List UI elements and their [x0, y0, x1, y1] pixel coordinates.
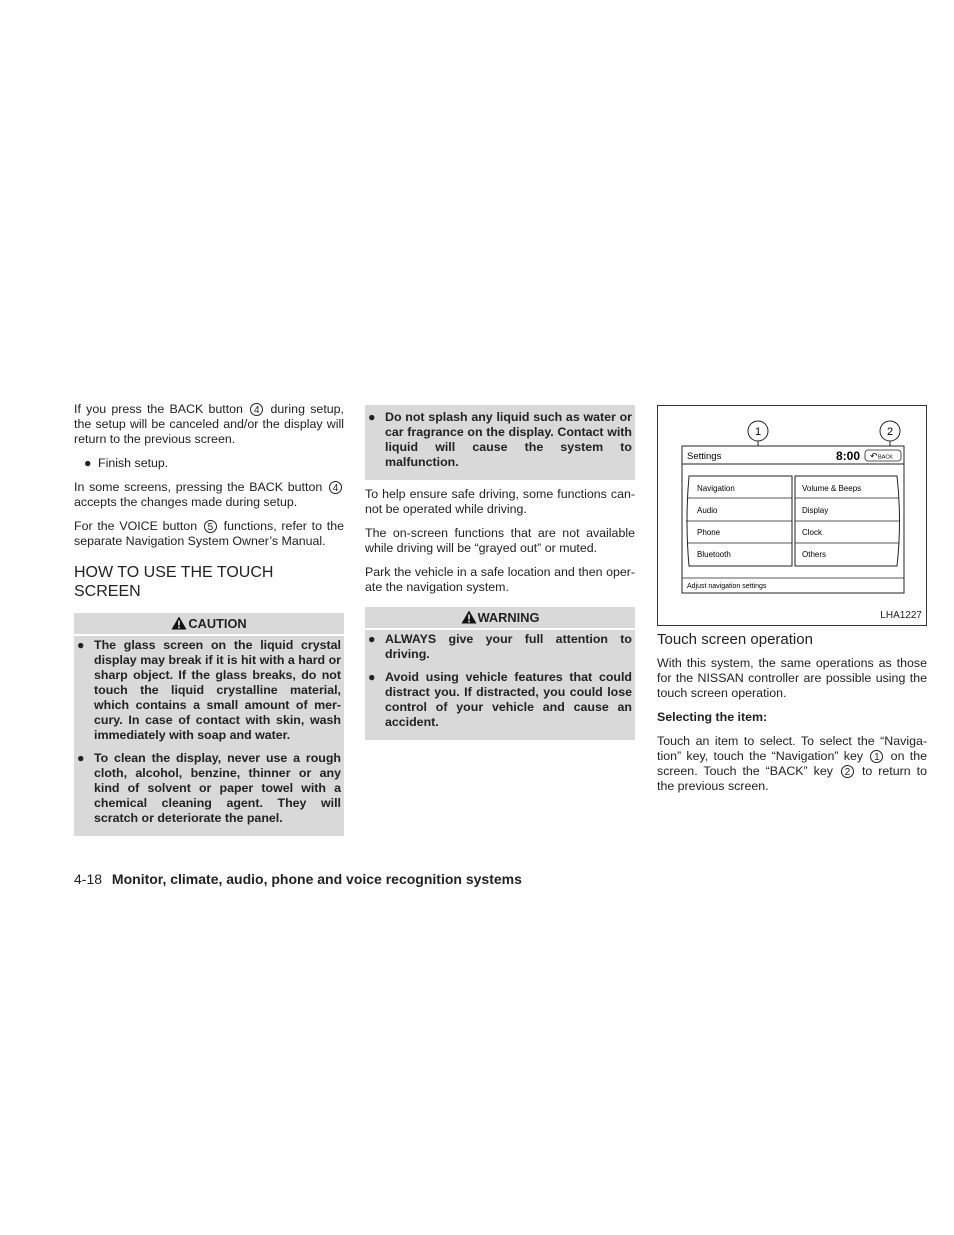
settings-screen-figure	[657, 405, 927, 626]
screen-title: Settings	[687, 451, 722, 462]
callout-number: 2	[841, 765, 854, 778]
caution-box	[74, 613, 344, 836]
callout-number: 4	[329, 481, 342, 494]
page-number: 4-18	[74, 871, 103, 887]
callout-2: 2	[886, 426, 894, 438]
menu-item-phone: Phone	[697, 528, 721, 537]
paragraph-grayed-out: The on-screen functions that are not available while driving will be “grayed out” or muted.	[365, 526, 635, 555]
warning-item: ● ALWAYS give your full attention to driving.	[365, 630, 635, 668]
callout-1: 1	[754, 426, 762, 438]
settings-screen-illustration	[658, 406, 926, 625]
menu-item-display: Display	[802, 506, 829, 515]
bullet-icon: ●	[77, 638, 85, 652]
paragraph-touch-operation: With this system, the same operations as those for the NISSAN controller are possible using the touch screen operation.	[657, 656, 927, 700]
caution-item: ● Do not splash any liquid such as water or car fragrance on the display. Contact with liquid will cause the system to malfunction.	[365, 408, 635, 476]
warning-box	[365, 607, 635, 740]
column-1	[74, 402, 344, 836]
caution-continued-box	[365, 405, 635, 480]
caution-item: ● To clean the display, never use a rough cloth, alcohol, benzine, thinner or any kind of solvent or paper towel with a chemical cleaning agent. They will scratch or deteriorate the panel.	[74, 749, 344, 832]
menu-item-volume-beeps: Volume & Beeps	[802, 484, 862, 493]
paragraph-park-vehicle: Park the vehicle in a safe location and then oper-ate the navigation system.	[365, 565, 635, 594]
column-2	[365, 405, 635, 740]
menu-item-bluetooth: Bluetooth	[697, 550, 731, 559]
figure-caption: Touch screen operation	[657, 631, 813, 648]
bullet-icon: ●	[84, 456, 92, 470]
chapter-title: Monitor, climate, audio, phone and voice recognition systems	[111, 871, 522, 887]
bullet-item: ● Finish setup.	[74, 456, 344, 471]
column-3	[657, 405, 927, 803]
warning-triangle-icon	[461, 610, 477, 624]
callout-number: 1	[870, 750, 883, 763]
subheading-selecting: Selecting the item:	[657, 710, 768, 724]
callout-number: 4	[250, 403, 263, 416]
bullet-icon: ●	[368, 670, 376, 684]
warning-header: WARNING	[365, 607, 635, 630]
menu-item-navigation: Navigation	[697, 484, 735, 493]
paragraph-back-accepts: In some screens, pressing the BACK button 4 accepts the changes made during setup.	[74, 480, 344, 510]
caution-header: CAUTION	[74, 613, 344, 636]
screen-status-text: Adjust navigation settings	[687, 583, 767, 590]
callout-number: 5	[204, 520, 217, 533]
page-footer	[74, 871, 522, 887]
back-icon: ↶	[870, 451, 878, 461]
menu-item-others: Others	[802, 550, 827, 559]
menu-item-clock: Clock	[802, 528, 823, 537]
paragraph-selecting-item: Touch an item to select. To select the “Naviga-tion” key, touch the “Navigation” key 1 on the screen. Touch the “BACK” key 2 to return to the previous screen.	[657, 734, 927, 793]
paragraph-safe-driving: To help ensure safe driving, some functions can-not be operated while driving.	[365, 487, 635, 516]
section-heading: HOW TO USE THE TOUCH SCREEN	[74, 564, 274, 600]
screen-time: 8:00	[836, 449, 861, 463]
bullet-icon: ●	[368, 632, 376, 646]
paragraph-voice-button: For the VOICE button 5 functions, refer to the separate Navigation System Owner’s Manual.	[74, 519, 344, 548]
figure-code: LHA1227	[880, 610, 922, 621]
bullet-icon: ●	[77, 751, 85, 765]
caution-item: ● The glass screen on the liquid crystal display may break if it is hit with a hard or sharp object. If the glass breaks, do not touch the liquid crystalline material, which contains a small amount of mer-cury. In case of contact with skin, wash immediately with soap and water.	[74, 636, 344, 749]
paragraph-back-setup: If you press the BACK button 4 during setup, the setup will be canceled and/or the display will return to the previous screen.	[74, 402, 344, 446]
bullet-icon: ●	[368, 410, 376, 424]
warning-item: ● Avoid using vehicle features that could distract you. If distracted, you could lose control of your vehicle and cause an accident.	[365, 668, 635, 736]
warning-triangle-icon	[171, 616, 187, 630]
menu-item-audio: Audio	[697, 506, 718, 515]
back-key-label: BACK	[878, 454, 893, 461]
